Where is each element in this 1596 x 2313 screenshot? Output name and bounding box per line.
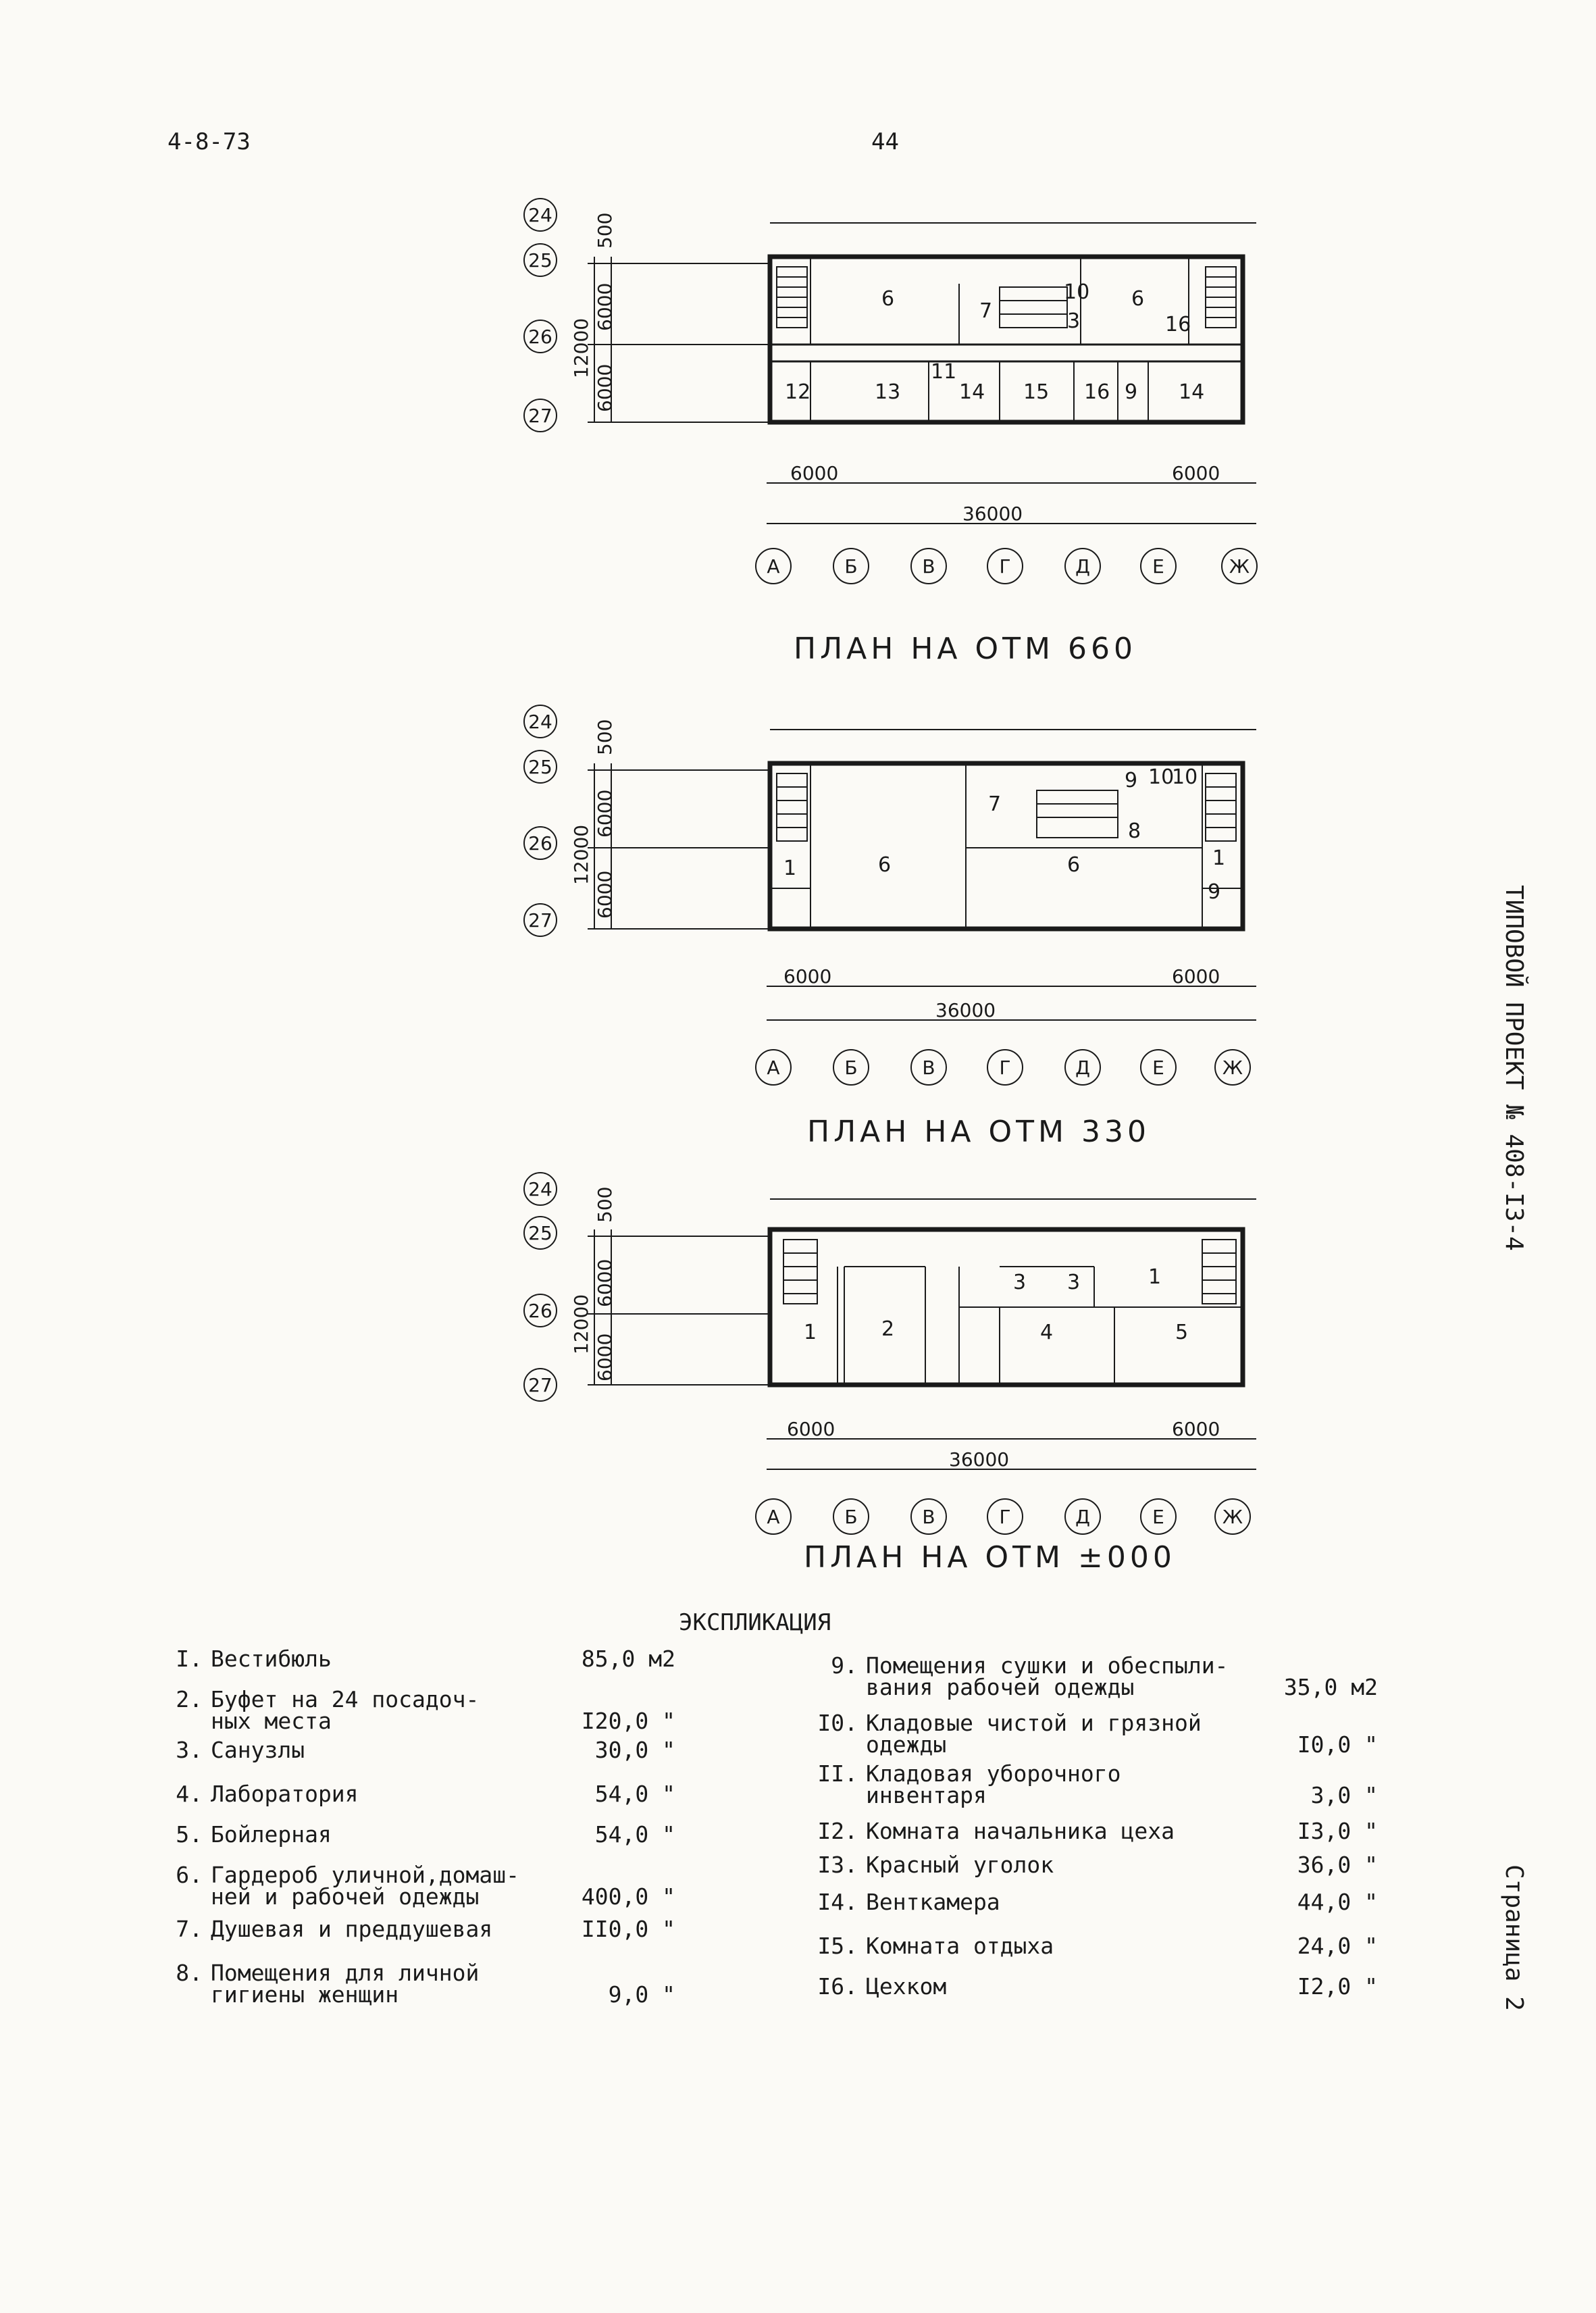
item-number: I3. [817, 1852, 858, 1878]
item-number: II. [817, 1760, 858, 1787]
room-number: 10 [1148, 765, 1175, 789]
col-axis-B [833, 1499, 869, 1534]
room-number: 1 [804, 1321, 817, 1344]
room-number: 1 [1148, 1265, 1162, 1289]
item-area: 400,0 " [581, 1883, 675, 1910]
stair-center [1000, 287, 1067, 328]
svg-text:Г: Г [999, 1057, 1011, 1079]
svg-text:Б: Б [844, 555, 858, 578]
svg-text:Ж: Ж [1222, 1057, 1243, 1079]
room-number: 16 [1084, 380, 1110, 404]
room-number: 3 [1013, 1271, 1027, 1294]
item-name: Гардероб уличной,домаш- ней и рабочей одежды [211, 1862, 519, 1910]
row-axis-26 [524, 827, 557, 859]
explication-item [162, 1864, 675, 1912]
item-name: Душевая и преддушевая [211, 1916, 493, 1942]
dim-36000: 36000 [962, 503, 1023, 525]
item-number: 3. [176, 1737, 203, 1763]
svg-text:27: 27 [528, 909, 552, 932]
item-name: Санузлы [211, 1737, 305, 1763]
room-number: 11 [931, 360, 957, 384]
row-axis-25 [524, 751, 557, 783]
col-axis-V [911, 1499, 946, 1534]
item-name: Лаборатория [211, 1781, 359, 1807]
explication-item [817, 1712, 1378, 1760]
explication-title: ЭКСПЛИКАЦИЯ [679, 1609, 831, 1636]
stair-center [1037, 790, 1118, 838]
item-number: 5. [176, 1821, 203, 1848]
room-number: 5 [1175, 1321, 1189, 1344]
item-area: II0,0 " [581, 1916, 675, 1942]
item-name: Кладовые чистой и грязной одежды [866, 1710, 1202, 1758]
room-number: 12 [785, 380, 811, 404]
dim-6000-right: 6000 [1172, 1418, 1220, 1440]
item-name: Комната начальника цеха [866, 1818, 1175, 1844]
dim-6000: 6000 [594, 789, 616, 838]
svg-text:Г: Г [999, 555, 1011, 578]
row-axis-25 [524, 244, 557, 276]
row-axis-24 [524, 705, 557, 738]
item-number: I0. [817, 1710, 858, 1736]
svg-text:Е: Е [1152, 1506, 1164, 1528]
page-label-vertical: Страница 2 [1500, 1864, 1528, 2011]
svg-text:27: 27 [528, 1374, 552, 1396]
room-number: 13 [875, 380, 901, 404]
item-name: Венткамера [866, 1889, 1000, 1915]
stair-left [777, 773, 807, 841]
stair-left [777, 267, 807, 328]
item-area: I2,0 " [1297, 1973, 1378, 2000]
item-area: 9,0 " [608, 1981, 675, 2008]
col-axis-E [1141, 1499, 1176, 1534]
item-name: Помещения для личной гигиены женщин [211, 1960, 480, 2008]
svg-text:Д: Д [1075, 1057, 1090, 1079]
svg-text:26: 26 [528, 1300, 552, 1322]
stair-right [1202, 1240, 1236, 1304]
explication-item [817, 1891, 1378, 1939]
item-number: I6. [817, 1973, 858, 2000]
plan-title-660: ПЛАН НА ОТМ 660 [794, 632, 1137, 666]
col-axis-G [987, 1499, 1023, 1534]
explication-item [162, 1962, 675, 2010]
page-number: 44 [871, 128, 899, 155]
item-number: I2. [817, 1818, 858, 1844]
svg-text:26: 26 [528, 832, 552, 855]
room-number: 9 [1125, 380, 1138, 404]
item-number: 7. [176, 1916, 203, 1942]
floor-plan-000-drawing [0, 983, 1596, 1658]
svg-text:А: А [767, 1057, 780, 1079]
dim-500: 500 [594, 1186, 616, 1223]
room-number: 6 [881, 287, 895, 311]
row-axis-25 [524, 1217, 557, 1249]
item-number: 8. [176, 1960, 203, 1986]
explication-item [162, 1739, 675, 1787]
room-number: 4 [1040, 1321, 1054, 1344]
dim-6000-left: 6000 [783, 965, 832, 988]
svg-text:25: 25 [528, 249, 552, 272]
item-area: 54,0 " [594, 1821, 675, 1848]
room-number: 3 [1067, 1271, 1081, 1294]
item-area: 36,0 " [1297, 1852, 1378, 1878]
svg-text:26: 26 [528, 326, 552, 348]
room-number: 3 [1067, 309, 1081, 333]
dim-500: 500 [594, 719, 616, 755]
stair-right [1206, 773, 1236, 841]
row-axis-27 [524, 1369, 557, 1401]
room-number: 16 [1165, 313, 1191, 336]
svg-text:Г: Г [999, 1506, 1011, 1528]
row-axis-24 [524, 1173, 557, 1205]
svg-text:25: 25 [528, 1222, 552, 1244]
item-number: I. [176, 1646, 203, 1672]
plan-title-330: ПЛАН НА ОТМ 330 [807, 1115, 1150, 1149]
explication-item [162, 1686, 675, 1736]
item-number: 2. [176, 1686, 203, 1712]
item-area: 30,0 " [594, 1737, 675, 1763]
row-axis-26 [524, 1294, 557, 1327]
room-number: 14 [959, 380, 985, 404]
item-name: Помещения сушки и обеспыли- вания рабочей одежды [866, 1652, 1229, 1700]
room-number: 15 [1023, 380, 1050, 404]
svg-text:25: 25 [528, 756, 552, 778]
item-area: 3,0 " [1310, 1782, 1378, 1808]
explication-item [817, 1973, 1378, 2023]
item-name: Красный уголок [866, 1852, 1054, 1878]
room-number: 7 [988, 792, 1002, 816]
dim-12000: 12000 [570, 824, 592, 885]
room-number: 9 [1125, 769, 1138, 792]
dim-36000: 36000 [949, 1448, 1010, 1471]
svg-text:А: А [767, 1506, 780, 1528]
col-axis-A [756, 1499, 791, 1534]
room-number: 2 [881, 1317, 895, 1341]
room-number: 6 [1131, 287, 1145, 311]
dim-500: 500 [594, 212, 616, 249]
item-name: Бойлерная [211, 1821, 332, 1848]
item-name: Цехком [866, 1973, 947, 2000]
dim-6000-left: 6000 [787, 1418, 835, 1440]
svg-text:Б: Б [844, 1057, 858, 1079]
row-axis-24 [524, 199, 557, 231]
item-number: 9. [831, 1652, 858, 1679]
room-number: 9 [1208, 880, 1221, 904]
room-number: 10 [1172, 765, 1198, 789]
col-axis-Zh [1215, 1499, 1250, 1534]
explication-item [817, 1652, 1378, 1702]
item-number: 6. [176, 1862, 203, 1888]
dim-6000-left: 6000 [790, 462, 839, 484]
row-axis-27 [524, 904, 557, 936]
room-number: 1 [783, 857, 797, 880]
item-number: I5. [817, 1933, 858, 1959]
dim-6000: 6000 [594, 870, 616, 919]
stair-right [1206, 267, 1236, 328]
room-number: 14 [1179, 380, 1205, 404]
room-number: 6 [1067, 853, 1081, 877]
svg-text:24: 24 [528, 711, 552, 733]
item-area: 54,0 " [594, 1781, 675, 1807]
row-axis-27 [524, 399, 557, 432]
dim-12000: 12000 [570, 317, 592, 378]
svg-text:В: В [922, 555, 935, 578]
item-name: Буфет на 24 посадоч- ных места [211, 1686, 480, 1734]
item-area: I0,0 " [1297, 1731, 1378, 1758]
item-number: 4. [176, 1781, 203, 1807]
dim-12000: 12000 [570, 1294, 592, 1354]
plan-title-000: ПЛАН НА ОТМ ±000 [804, 1540, 1176, 1575]
outer-wall [770, 257, 1243, 422]
room-number: 6 [878, 853, 892, 877]
svg-text:В: В [922, 1057, 935, 1079]
dim-6000: 6000 [594, 363, 616, 412]
floor-plan-000 [0, 983, 1596, 1661]
svg-text:27: 27 [528, 405, 552, 427]
dim-6000-right: 6000 [1172, 965, 1220, 988]
item-name: Кладовая уборочного инвентаря [866, 1760, 1121, 1808]
explication-item [162, 1918, 675, 1966]
item-name: Комната отдыха [866, 1933, 1054, 1959]
dim-6000: 6000 [594, 282, 616, 331]
row-axis-26 [524, 320, 557, 353]
svg-text:Е: Е [1152, 555, 1164, 578]
project-number-vertical: ТИПОВОЙ ПРОЕКТ № 408-I3-4 [1500, 885, 1528, 1251]
svg-text:Ж: Ж [1222, 1506, 1243, 1528]
item-area: 24,0 " [1297, 1933, 1378, 1959]
svg-text:Б: Б [844, 1506, 858, 1528]
room-number: 10 [1064, 280, 1090, 304]
item-number: I4. [817, 1889, 858, 1915]
dim-36000: 36000 [935, 999, 996, 1021]
svg-text:24: 24 [528, 204, 552, 226]
item-name: Вестибюль [211, 1646, 332, 1672]
svg-text:Д: Д [1075, 555, 1090, 578]
svg-text:Д: Д [1075, 1506, 1090, 1528]
svg-text:24: 24 [528, 1178, 552, 1200]
svg-text:А: А [767, 555, 780, 578]
explication-item [817, 1760, 1378, 1810]
svg-text:В: В [922, 1506, 935, 1528]
item-area: I20,0 " [581, 1708, 675, 1734]
dim-6000-right: 6000 [1172, 462, 1220, 484]
svg-text:Е: Е [1152, 1057, 1164, 1079]
stair-left [783, 1240, 817, 1304]
col-axis-D [1065, 1499, 1100, 1534]
dim-6000: 6000 [594, 1333, 616, 1381]
svg-text:Ж: Ж [1229, 555, 1250, 578]
room-number: 1 [1212, 846, 1226, 870]
item-area: 35,0 м2 [1283, 1674, 1378, 1700]
item-area: I3,0 " [1297, 1818, 1378, 1844]
item-area: 85,0 м2 [581, 1646, 675, 1672]
item-area: 44,0 " [1297, 1889, 1378, 1915]
room-number: 7 [979, 299, 993, 323]
dim-6000: 6000 [594, 1259, 616, 1307]
document-code: 4-8-73 [168, 128, 251, 155]
room-number: 8 [1128, 819, 1141, 843]
